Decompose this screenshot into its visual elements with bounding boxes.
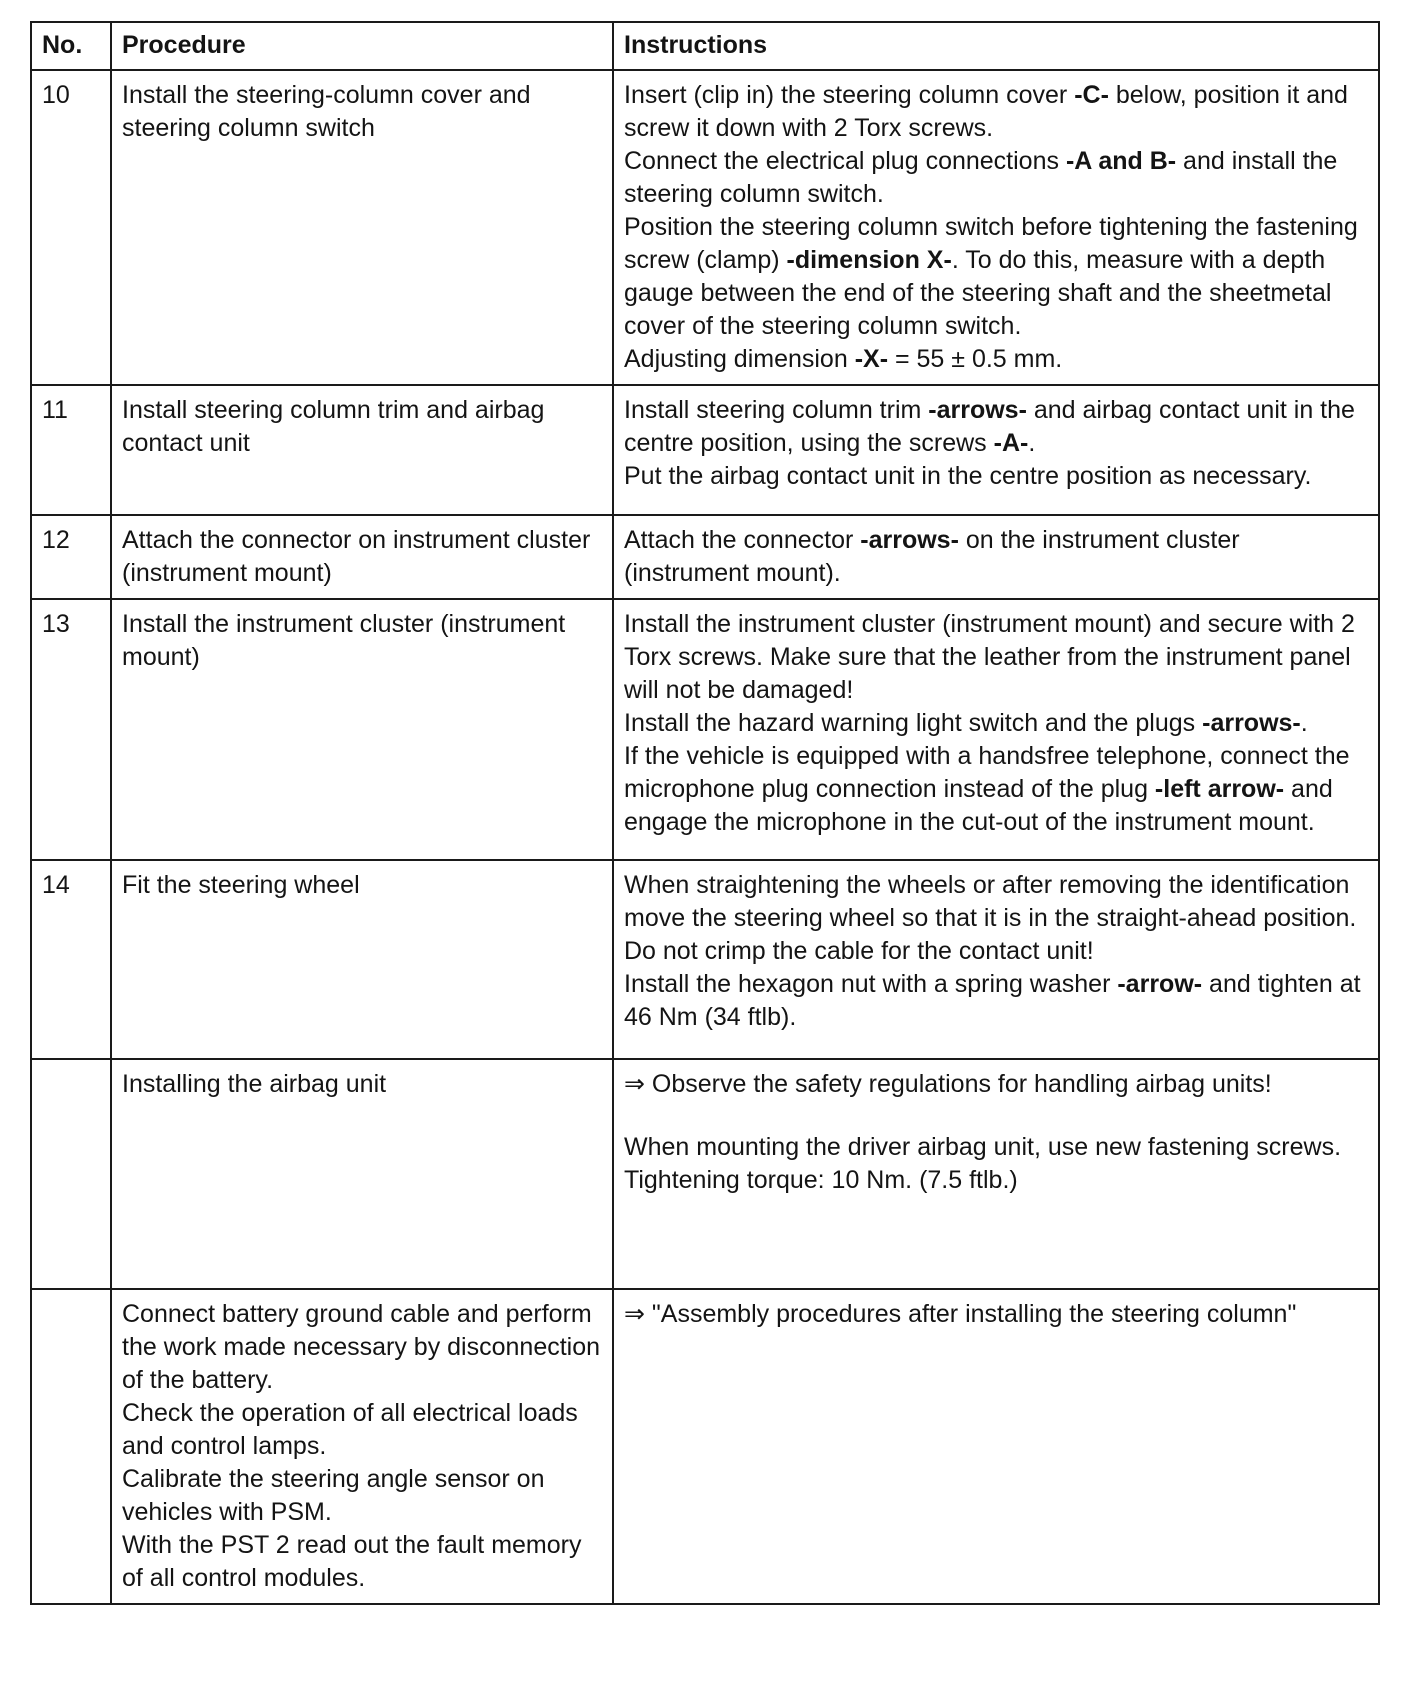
instruction-paragraph [624, 608, 1369, 707]
table-row [31, 1059, 1379, 1289]
callout-label: -X- [854, 345, 889, 373]
instructions-cell [613, 385, 1379, 515]
instruction-text: Adjusting dimension [624, 345, 855, 373]
instruction-paragraph [624, 79, 1369, 145]
instruction-text: Do not crimp the cable for the contact unit! [624, 937, 1094, 965]
instruction-text: . [1300, 709, 1308, 737]
instruction-text: When mounting the driver airbag unit, use new fastening screws. [624, 1133, 1342, 1161]
instruction-paragraph [624, 935, 1369, 968]
instruction-paragraph [624, 1068, 1369, 1101]
instructions-cell [613, 860, 1379, 1059]
instruction-text: = 55 ± 0.5 mm. [888, 345, 1063, 373]
paragraph-gap [624, 1101, 1369, 1131]
instruction-text: Put the airbag contact unit in the centre position as necessary. [624, 462, 1312, 490]
instruction-paragraph [624, 145, 1369, 211]
instruction-paragraph [624, 460, 1369, 493]
instruction-paragraph [624, 211, 1369, 343]
instruction-text: Position the steering column switch before tightening the fastening screw (clamp) [624, 213, 1358, 274]
instruction-paragraph [624, 394, 1369, 460]
row-number: 14 [31, 860, 111, 1059]
instruction-paragraph [624, 1131, 1369, 1164]
instruction-paragraph [624, 343, 1369, 376]
table-row [31, 1289, 1379, 1604]
instruction-text: below, position it and screw it down with 2 Torx screws. [624, 81, 1348, 142]
procedure-cell: Install steering column trim and airbag contact unit [111, 385, 613, 515]
instruction-text: on the instrument cluster (instrument mount). [624, 526, 1240, 587]
table-row [31, 599, 1379, 860]
row-number: 11 [31, 385, 111, 515]
instruction-text: Insert (clip in) the steering column cover [624, 81, 1075, 109]
table-row [31, 70, 1379, 385]
callout-label: -C- [1074, 81, 1109, 109]
instruction-text: and airbag contact unit in the centre position, using the screws [624, 396, 1355, 457]
callout-label: -dimension X- [786, 246, 952, 274]
instruction-paragraph [624, 968, 1369, 1034]
row-number [31, 1059, 111, 1289]
procedure-cell: Installing the airbag unit [111, 1059, 613, 1289]
instruction-text: Connect the electrical plug connections [624, 147, 1066, 175]
callout-label: -arrow- [1117, 970, 1203, 998]
callout-label: -left arrow- [1154, 775, 1285, 803]
procedure-page [30, 21, 1380, 1605]
callout-label: -A- [993, 429, 1029, 457]
instruction-text: ⇒ Observe the safety regulations for handling airbag units! [624, 1070, 1272, 1098]
instruction-text: ⇒ "Assembly procedures after installing the steering column" [624, 1300, 1297, 1328]
procedure-line: With the PST 2 read out the fault memory of all control modules. [122, 1531, 582, 1592]
procedure-cell: Attach the connector on instrument cluster (instrument mount) [111, 515, 613, 599]
row-number: 13 [31, 599, 111, 860]
table-row [31, 515, 1379, 599]
instruction-text: Install the hexagon nut with a spring washer [624, 970, 1118, 998]
instruction-text: Install the hazard warning light switch and the plugs [624, 709, 1203, 737]
instruction-text: When straightening the wheels or after removing the identification move the steering wheel so that it is in the straight-ahead position. [624, 871, 1357, 932]
callout-label: -arrows- [860, 526, 959, 554]
instruction-paragraph [624, 707, 1369, 740]
procedure-table [30, 21, 1380, 1605]
table-row [31, 860, 1379, 1059]
header-instructions: Instructions [613, 22, 1379, 70]
instruction-text: If the vehicle is equipped with a handsfree telephone, connect the microphone plug connection instead of the plug [624, 742, 1350, 803]
instruction-paragraph [624, 1164, 1369, 1197]
procedure-cell: Install the steering-column cover and steering column switch [111, 70, 613, 385]
row-number: 10 [31, 70, 111, 385]
procedure-cell: Install the instrument cluster (instrument mount) [111, 599, 613, 860]
instruction-text: Install steering column trim [624, 396, 929, 424]
procedure-cell [111, 1289, 613, 1604]
instruction-text: and install the steering column switch. [624, 147, 1338, 208]
instruction-paragraph [624, 740, 1369, 839]
instruction-text: Tightening torque: 10 Nm. (7.5 ftlb.) [624, 1166, 1018, 1194]
instruction-text: Attach the connector [624, 526, 861, 554]
instructions-cell [613, 599, 1379, 860]
instruction-text: . [1028, 429, 1036, 457]
instruction-paragraph [624, 524, 1369, 590]
callout-label: -arrows- [928, 396, 1027, 424]
procedure-cell: Fit the steering wheel [111, 860, 613, 1059]
instruction-text: and engage the microphone in the cut-out of the instrument mount. [624, 775, 1333, 836]
procedure-line: Calibrate the steering angle sensor on vehicles with PSM. [122, 1465, 545, 1526]
header-procedure: Procedure [111, 22, 613, 70]
header-no: No. [31, 22, 111, 70]
instruction-text: and tighten at 46 Nm (34 ftlb). [624, 970, 1361, 1031]
instruction-paragraph [624, 1298, 1369, 1331]
instructions-cell [613, 70, 1379, 385]
callout-label: -A and B- [1065, 147, 1177, 175]
instruction-paragraph [624, 869, 1369, 935]
row-number: 12 [31, 515, 111, 599]
instructions-cell [613, 1059, 1379, 1289]
table-body [31, 70, 1379, 1604]
instructions-cell [613, 1289, 1379, 1604]
procedure-line: Connect battery ground cable and perform the work made necessary by disconnection of the battery. [122, 1300, 601, 1394]
callout-label: -arrows- [1202, 709, 1301, 737]
instruction-text: . To do this, measure with a depth gauge between the end of the steering shaft and the sheetmetal cover of the steering column switch. [624, 246, 1332, 340]
table-header-row [31, 22, 1379, 70]
instructions-cell [613, 515, 1379, 599]
procedure-line: Check the operation of all electrical loads and control lamps. [122, 1399, 578, 1460]
table-row [31, 385, 1379, 515]
instruction-text: Install the instrument cluster (instrument mount) and secure with 2 Torx screws. Make sure that the leather from the instrument panel will not be damaged! [624, 610, 1355, 704]
row-number [31, 1289, 111, 1604]
